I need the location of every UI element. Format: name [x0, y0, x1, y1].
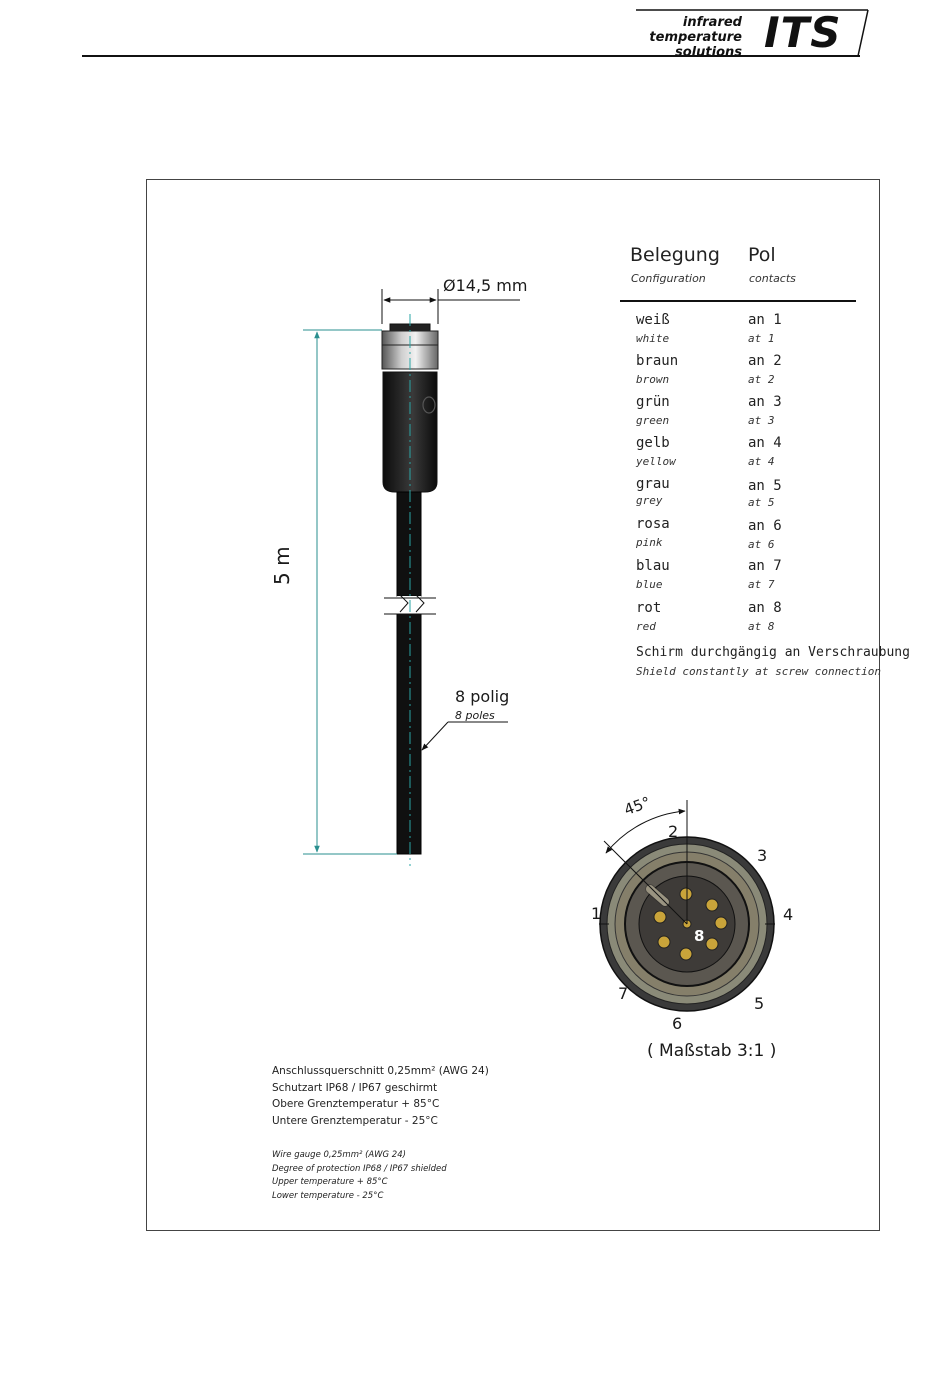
logo-line-1: infrared	[682, 15, 742, 30]
pin-label-8: 8	[694, 927, 705, 945]
diameter-label: Ø14,5 mm	[443, 276, 528, 295]
row-pin-de: an 8	[748, 600, 782, 616]
row-color-en: blue	[636, 578, 663, 591]
spec-line-en: Degree of protection IP68 / IP67 shielded	[272, 1163, 447, 1174]
row-pin-en: at 8	[748, 620, 775, 633]
row-pin-en: at 7	[748, 578, 775, 591]
row-color-en: pink	[636, 536, 663, 549]
pin-label-3: 3	[757, 846, 768, 865]
row-color-en: green	[636, 414, 670, 427]
spec-line-en: Upper temperature + 85°C	[272, 1177, 388, 1187]
row-pin-en: at 1	[748, 332, 775, 345]
brand-logo: ITS	[764, 8, 842, 57]
scale-label: ( Maßstab 3:1 )	[647, 1041, 777, 1061]
pin-label-5: 5	[754, 994, 765, 1013]
table-header-pol-de: Pol	[748, 244, 776, 266]
row-color-de: braun	[636, 353, 679, 369]
row-pin-en: at 4	[748, 455, 775, 468]
specs-de	[272, 1063, 489, 1129]
poles-label-de: 8 polig	[455, 687, 510, 706]
row-pin-en: at 2	[748, 373, 775, 386]
pin-label-2: 2	[668, 822, 679, 841]
connector-face	[599, 800, 775, 1011]
logo-line-2: temperature	[649, 30, 742, 45]
spec-line-de: Anschlussquerschnitt 0,25mm² (AWG 24)	[272, 1065, 489, 1077]
row-pin-de: an 7	[748, 558, 782, 574]
spec-line-en: Wire gauge 0,25mm² (AWG 24)	[272, 1150, 406, 1160]
row-color-de: rosa	[636, 516, 670, 532]
row-color-de: rot	[636, 600, 662, 616]
poles-leader	[422, 722, 508, 750]
length-label: 5 m	[270, 546, 294, 585]
logo-line-3: solutions	[675, 45, 742, 60]
row-pin-de: an 5	[748, 478, 782, 494]
spec-line-de: Obere Grenztemperatur + 85°C	[272, 1098, 440, 1110]
shield-note-en: Shield constantly at screw connection	[636, 665, 882, 678]
row-color-en: brown	[636, 373, 670, 386]
specs-en	[272, 1149, 447, 1203]
pin-label-7: 7	[618, 984, 629, 1003]
row-pin-de: an 4	[748, 435, 782, 451]
spec-line-en: Lower temperature - 25°C	[272, 1190, 384, 1201]
spec-line-de: Schutzart IP68 / IP67 geschirmt	[272, 1081, 438, 1094]
row-color-de: grün	[636, 394, 670, 410]
row-pin-en: at 6	[748, 538, 775, 551]
table-header-config-en: Configuration	[631, 272, 706, 285]
table-header-config-de: Belegung	[630, 244, 720, 266]
row-color-en: yellow	[636, 455, 676, 468]
table-header-rule	[620, 300, 856, 302]
row-pin-de: an 2	[748, 353, 782, 369]
row-color-en: red	[636, 620, 656, 633]
pin-label-4: 4	[783, 905, 794, 924]
row-color-en: white	[636, 332, 670, 345]
row-pin-en: at 5	[748, 496, 775, 509]
row-color-de: grau	[636, 476, 670, 492]
spec-line-de: Untere Grenztemperatur - 25°C	[272, 1114, 438, 1127]
row-pin-de: an 3	[748, 394, 782, 410]
row-color-en: grey	[636, 494, 663, 507]
row-pin-de: an 6	[748, 518, 782, 534]
shield-note-de: Schirm durchgängig an Verschraubung	[636, 645, 910, 660]
angle-label: 45°	[621, 792, 653, 820]
pin-label-6: 6	[672, 1014, 683, 1033]
row-color-de: blau	[636, 558, 670, 574]
table-header-pol-en: contacts	[749, 272, 796, 285]
row-pin-de: an 1	[748, 312, 782, 328]
pin-label-1: 1	[591, 904, 602, 923]
row-color-de: weiß	[636, 312, 670, 328]
row-pin-en: at 3	[748, 414, 775, 427]
poles-label-en: 8 poles	[455, 709, 495, 722]
row-color-de: gelb	[636, 435, 670, 451]
